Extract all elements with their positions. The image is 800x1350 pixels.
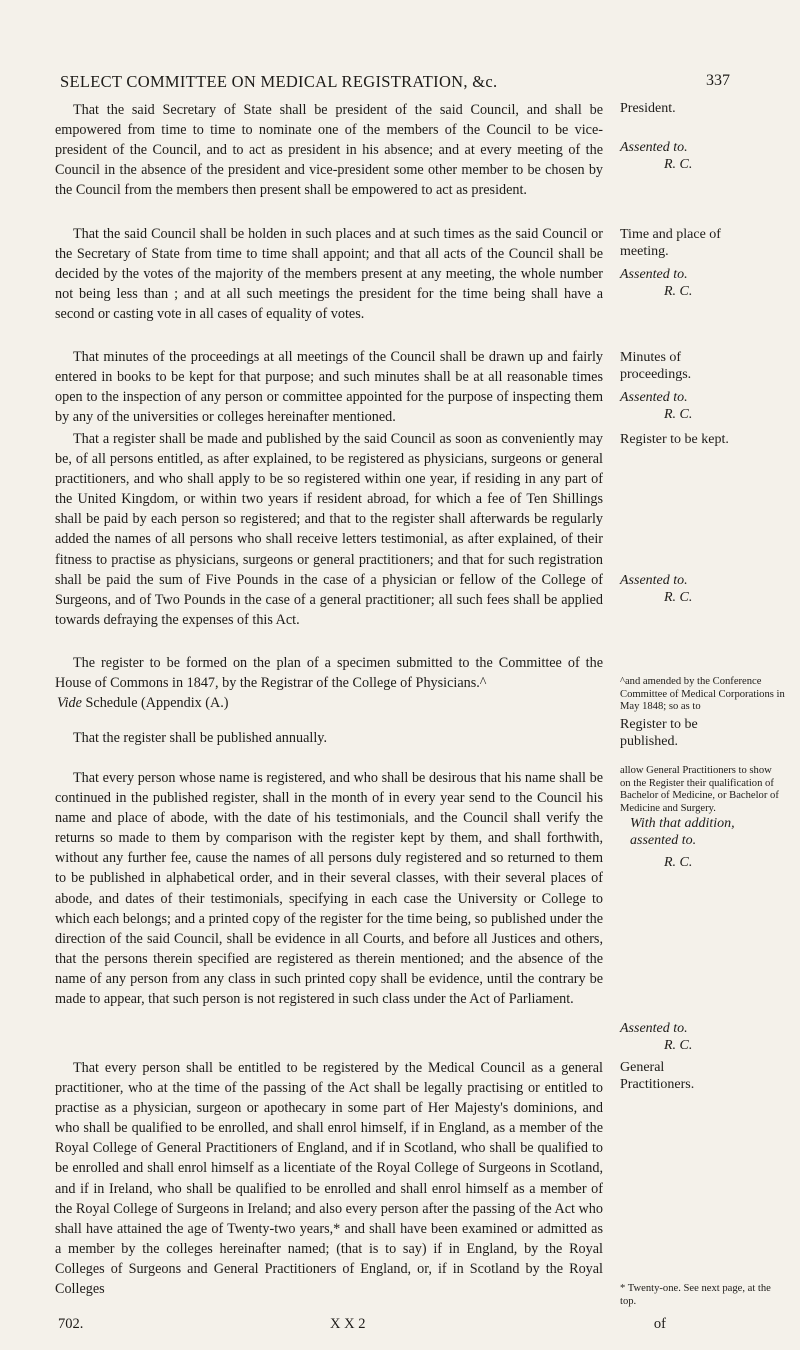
- assented-label: Assented to.: [620, 573, 688, 588]
- margin-with-addition: With that addition, assented to.: [630, 816, 735, 848]
- catchword: of: [653, 1316, 666, 1332]
- paragraph-text: That the said Secretary of State shall be president of the said Council, and shall be empowered from time to time to nominate one of the members of the Council to be vice-president of the Council, and to act as president in his absence; and at every meeting of the Council in the absence of the president and vice-president some other member to be chosen by the Council from the members then present shall be empowered to act as president.: [55, 102, 603, 199]
- margin-minutes: Minutes of proceedings.: [620, 350, 692, 382]
- rc-label: R. C.: [664, 1038, 693, 1053]
- assented-label: Assented to.: [620, 390, 688, 405]
- paragraph-president: [55, 100, 603, 200]
- rc-label: R. C.: [664, 855, 693, 870]
- paragraph-text: The register to be formed on the plan of a specimen submitted to the Committee of the House of Commons in 1847, by the Registrar of the College of Physicians.^: [55, 655, 603, 692]
- assented-label: Assented to.: [620, 267, 688, 282]
- rc-label: R. C.: [664, 157, 693, 172]
- assented-label: Assented to.: [620, 140, 688, 155]
- paragraph-text: That a register shall be made and published by the said Council as soon as conveniently may be, of all persons entitled, as after explained, to be registered as physicians, surgeons or general practitioners, and who shall apply to be so registered within one year, if residing in any part of the United Kingdom, or within two years if resident abroad, for which a fee of Ten Shillings shall be paid by each person so registered; and that to the register shall afterwards be regularly added the names of all persons who shall receive letters testimonial, as after explained, of their fitness to practise as physicians, surgeons or general practitioners; and that for such registration shall be paid the sum of Five Pounds in the case of a physician or fellow of the College of Surgeons, and of Two Pounds in the case of a general practitioner; all such fees shall be applied towards defraying the expenses of this Act.: [55, 431, 603, 628]
- rc-label: R. C.: [664, 590, 693, 605]
- paragraph-text: That the register shall be published annually.: [73, 730, 327, 746]
- margin-assented-3: [620, 389, 788, 423]
- page-header: [60, 72, 730, 94]
- paragraph-register-plan: [55, 653, 603, 713]
- margin-assented-4: [620, 572, 788, 606]
- margin-time-place: Time and place of meeting.: [620, 227, 721, 259]
- vide-word: Vide: [57, 695, 82, 712]
- margin-assented-2: [620, 266, 788, 300]
- margin-president: President.: [620, 101, 676, 116]
- margin-register-published: Register to be published.: [620, 717, 698, 749]
- vide-text: Schedule (Appendix (A.): [85, 695, 229, 712]
- paragraph-meetings: [55, 224, 603, 324]
- footer-number: 702.: [58, 1316, 84, 1332]
- running-title: SELECT COMMITTEE ON MEDICAL REGISTRATION, &c.: [60, 72, 498, 91]
- paragraph-text: That every person shall be entitled to be registered by the Medical Council as a general practitioner, who at the time of the passing of the Act shall be legally practising or entitled to practise as a physician, surgeon or apothecary in some part of Her Majesty's dominions, and who shall be qualified to be enrolled, and shall enrol himself, if in England, as a member of the Royal College of General Practitioners of England, and if in Scotland, who shall be qualified to be enrolled and shall enrol himself as a licentiate of the Royal College of Surgeons in Scotland, and if in Ireland, who shall be qualified to be enrolled and shall enrol himself as a member of the Royal College of Surgeons in Ireland; and also every person after the passing of the Act who shall have attained the age of Twenty-two years,* and shall have been examined or admitted as a member by the colleges hereinafter named; (that is to say) if in England, by the Royal Colleges of Surgeons and General Practitioners of England, or, if in Scotland by the Royal Colleges: [55, 1060, 603, 1298]
- rc-label: R. C.: [664, 284, 693, 299]
- paragraph-text: That every person whose name is registered, and who shall be desirous that his name shall be continued in the published register, shall in the month of in every year send to the Council his name and place of abode, with the date of his testimonials, and the Council shall verify the returns so made to them by comparison with the register kept by them, and shall forthwith, without any further fee, cause the names of all persons duly registered and so returned to them to be published in alphabetical order, and in their several classes, with their several places of abode, and dates of their testimonials, specifying in each case the University or College to which each belongs; and a printed copy of the register for the time being, so published under the direction of the said Council, shall be evidence in all Courts, and before all Justices and others, that the persons therein specified are registered as therein mentioned; and the absence of the name of any person from any class in such printed copy shall be evidence, until the contrary be made to appear, that such person is not registered in such class under the Act of Parliament.: [55, 770, 603, 1008]
- margin-amended-note: ^and amended by the Conference Committee of Medical Corporations in May 1848; so as to: [620, 676, 785, 712]
- margin-register-kept: Register to be kept.: [620, 432, 729, 447]
- paragraph-register: [55, 429, 603, 630]
- paragraph-annual: [55, 728, 603, 748]
- margin-footnote: * Twenty-one. See next page, at the top.: [620, 1283, 771, 1307]
- paragraph-minutes: [55, 347, 603, 427]
- assented-label: Assented to.: [620, 1021, 688, 1036]
- vide-line: [55, 693, 603, 713]
- margin-general-practitioners: General Practitioners.: [620, 1060, 695, 1092]
- signature-mark: X X 2: [330, 1316, 366, 1332]
- rc-label: R. C.: [664, 407, 693, 422]
- margin-rc-addition: [620, 854, 788, 871]
- paragraph-general-practitioners: [55, 1058, 603, 1299]
- margin-allow-note: allow General Practitioners to show on the Register their qualification of Bachelor of Medicine, or Bachelor of Medicine and Surgery.: [620, 765, 779, 814]
- paragraph-text: That minutes of the proceedings at all meetings of the Council shall be drawn up and fairly entered in books to be kept for that purpose; and such minutes shall be at all reasonable times open to the inspection of any person or committee appointed for the purpose of inspecting them by any of the universities or colleges hereinafter mentioned.: [55, 349, 603, 426]
- paragraph-text: That the said Council shall be holden in such places and at such times as the said Council or the Secretary of State from time to time shall appoint; and that all acts of the Council shall be decided by the votes of the majority of the members present at any meeting, the whole number not being less than ; and at all such meetings the president for the time being shall have a second or casting vote in all cases of equality of votes.: [55, 226, 603, 323]
- page-number: 337: [706, 72, 730, 89]
- margin-assented-5: [620, 1020, 788, 1054]
- margin-assented-1: [620, 139, 788, 173]
- page-footer: [58, 1316, 666, 1336]
- paragraph-continuation: [55, 768, 603, 1009]
